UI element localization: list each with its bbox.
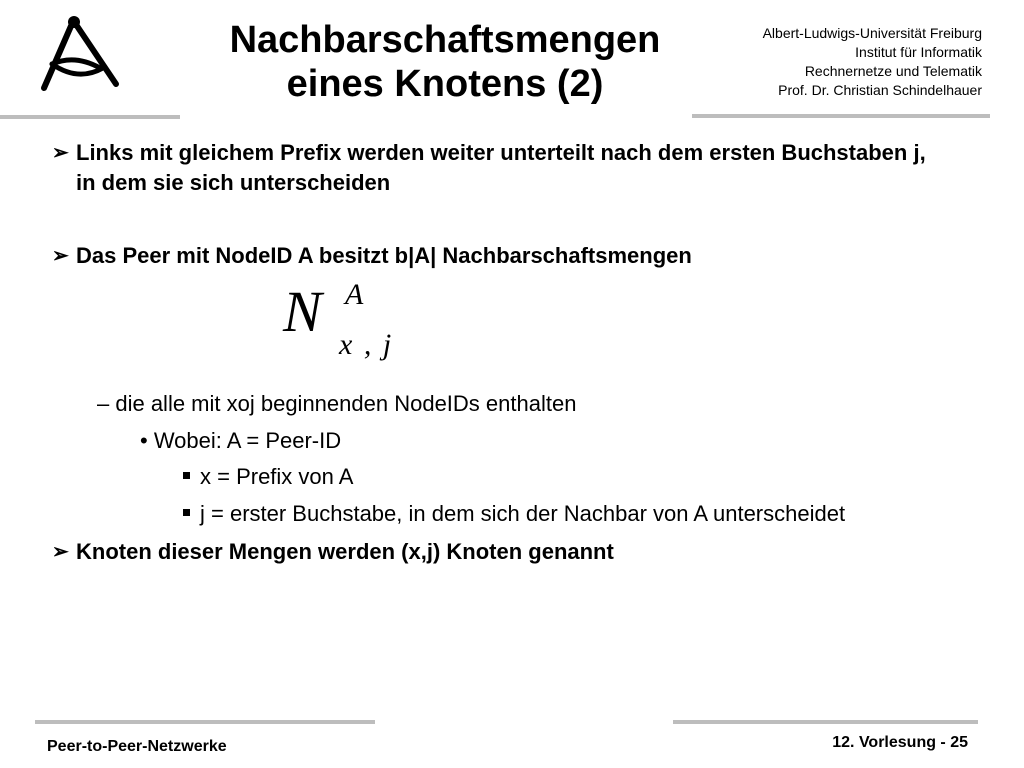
sub-item-level-1: – die alle mit xoj beginnenden NodeIDs enthalten	[97, 391, 577, 416]
footer-page-number: 12. Vorlesung - 25	[832, 734, 968, 751]
header-divider-left	[0, 115, 180, 119]
institution-line: Rechnernetze und Telematik	[804, 63, 982, 79]
square-bullet-icon	[183, 509, 190, 516]
sub-item-text: j = erster Buchstabe, in dem sich der Nachbar von A unterscheidet	[200, 501, 846, 526]
header-divider-right	[692, 114, 990, 118]
sub-item-level-2: • Wobei: A = Peer-ID	[140, 428, 342, 453]
sub-item-level-3	[183, 499, 845, 529]
slide-title	[185, 18, 705, 106]
arrow-bullet-icon: ➢	[52, 142, 69, 164]
footer-divider-right	[673, 720, 978, 724]
square-bullet-icon	[183, 472, 190, 479]
footer-course-name: Peer-to-Peer-Netzwerke	[47, 738, 227, 755]
footer-divider-left	[35, 720, 375, 724]
formula	[283, 280, 423, 370]
bullet-text: Knoten dieser Mengen werden (x,j) Knoten genannt	[76, 539, 614, 564]
formula-base: N	[283, 279, 322, 344]
sub-item-level-3	[183, 462, 353, 492]
bullet-text: Links mit gleichem Prefix werden weiter unterteilt nach dem ersten Buchstaben j, in dem sie sich unterscheiden	[76, 140, 926, 195]
university-logo	[30, 10, 130, 95]
formula-superscript: A	[345, 278, 364, 311]
institution-block	[763, 24, 982, 100]
sub-item-text: x = Prefix von A	[200, 464, 354, 489]
institution-line: Institut für Informatik	[855, 44, 982, 60]
arrow-bullet-icon: ➢	[52, 541, 69, 563]
bullet-item	[52, 138, 932, 198]
arrow-bullet-icon: ➢	[52, 245, 69, 267]
bullet-text: Das Peer mit NodeID A besitzt b|A| Nachbarschaftsmengen	[76, 243, 692, 268]
institution-line: Prof. Dr. Christian Schindelhauer	[778, 82, 982, 98]
title-line-2: eines Knotens (2)	[286, 63, 604, 105]
bullet-item	[52, 537, 932, 567]
title-line-1: Nachbarschaftsmengen	[229, 19, 661, 61]
formula-subscript: x , j	[339, 328, 394, 361]
bullet-item	[52, 241, 932, 271]
institution-line: Albert-Ludwigs-Universität Freiburg	[762, 25, 982, 41]
